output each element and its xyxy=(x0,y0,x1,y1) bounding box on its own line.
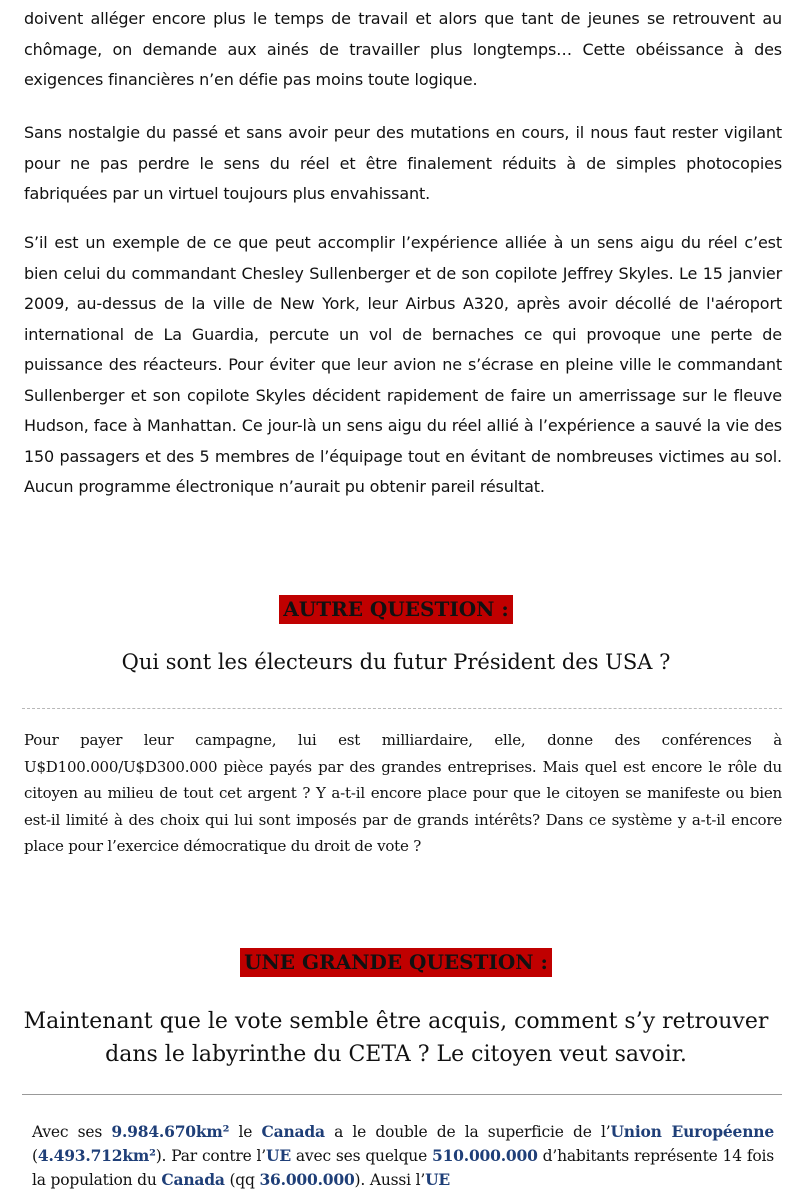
divider xyxy=(22,1094,782,1095)
highlight-value: UE xyxy=(425,1170,451,1189)
highlight-value: 9.984.670km² xyxy=(111,1122,230,1141)
highlight-value: 4.493.712km² xyxy=(37,1146,156,1165)
highlight-value: 36.000.000 xyxy=(259,1170,355,1189)
paragraph-sullenberger: S’il est un exemple de ce que peut accomplir l’expérience alliée à un sens aigu du réel c’est bien celui du commandant Chesley Sullenberger et de son copilote Jeffrey Skyles. Le 15 janvier 2009, au-dessus de la ville de New York, leur Airbus A320, après avoir décollé de l'aéroport international de La Guardia, percute un vol de bernaches ce qui provoque une perte de puissance des réacteurs. Pour éviter que leur avion ne s’écrase en pleine ville le commandant Sullenberger et son copilote Skyles décident rapidement de faire un amerrissage sur le fleuve Hudson, face à Manhattan. Ce jour-là un sens aigu du réel allié à l’expérience a sauvé la vie des 150 passagers et des 5 membres de l’équipage tout en évitant de nombreuses victimes au sol. Aucun programme électronique n’aurait pu obtenir pareil résultat. xyxy=(24,233,782,496)
highlight-value: Canada xyxy=(261,1122,325,1141)
divider xyxy=(22,708,782,709)
section-heading-label: UNE GRANDE QUESTION : xyxy=(240,948,552,977)
section-heading-label: AUTRE QUESTION : xyxy=(279,595,513,624)
paragraph-vigilance: Sans nostalgie du passé et sans avoir peur des mutations en cours, il nous faut rester vigilant pour ne pas perdre le sens du réel et être finalement réduits à de simples photocopies fabriquées par un virtuel toujours plus envahissant. xyxy=(24,123,782,203)
highlight-value: Canada xyxy=(161,1170,225,1189)
highlight-value: Union Européenne xyxy=(610,1122,775,1141)
paragraph-canada-ue: Avec ses 9.984.670km² le Canada a le double de la superficie de l’Union Européenne (4.493.712km²). Par contre l’UE avec ses quelque 510.000.000 d’habitants représente 14 fois la population du Canada (qq 36.000.000). Aussi l’UE xyxy=(32,1122,775,1189)
section-subtitle-usa: Qui sont les électeurs du futur Président des USA ? xyxy=(121,650,671,674)
section-heading-autre-question xyxy=(0,597,792,621)
paragraph-working-time: doivent alléger encore plus le temps de travail et alors que tant de jeunes se retrouvent au chômage, on demande aux ainés de travailler plus longtemps… Cette obéissance à des exigences financières n’en défie pas moins toute logique. xyxy=(24,9,782,89)
highlight-value: 510.000.000 xyxy=(432,1146,538,1165)
section-subtitle-ceta: Maintenant que le vote semble être acquis, comment s’y retrouver dans le labyrinthe du CETA ? Le citoyen veut savoir. xyxy=(23,1009,769,1067)
paragraph-campaign: Pour payer leur campagne, lui est milliardaire, elle, donne des conférences à U$D100.000/U$D300.000 pièce payés par des grandes entreprises. Mais quel est encore le rôle du citoyen au milieu de tout cet argent ? Y a-t-il encore place pour que le citoyen se manifeste ou bien est-il limité à des choix qui lui sont imposés par de grands intérêts? Dans ce système y a-t-il encore place pour l’exercice démocratique du droit de vote ? xyxy=(24,731,782,855)
highlight-value: UE xyxy=(266,1146,291,1165)
section-heading-grande-question xyxy=(0,950,792,974)
